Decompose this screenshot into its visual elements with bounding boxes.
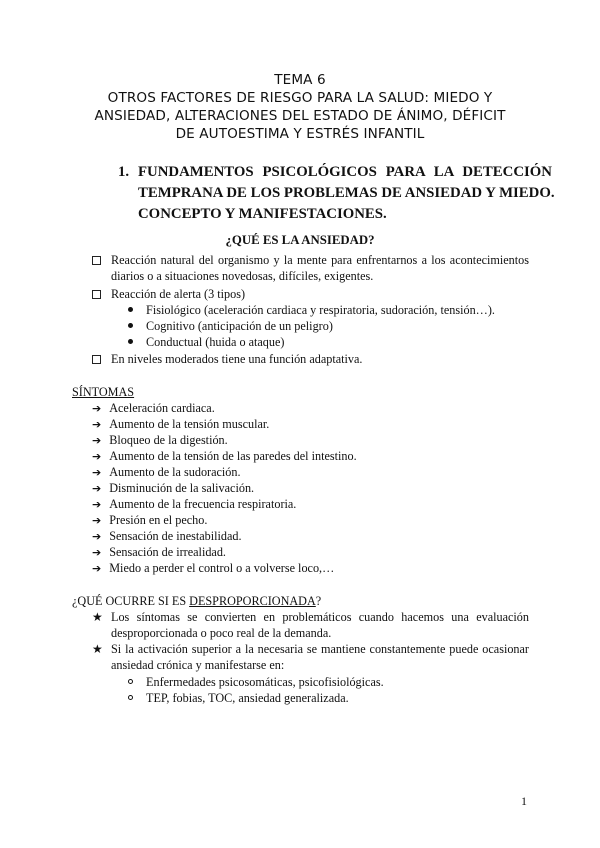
section-heading-line-3: CONCEPTO Y MANIFESTACIONES.	[138, 206, 387, 222]
item-3-text: En niveles moderados tiene una función adaptativa.	[111, 352, 363, 366]
star-bullet-1	[92, 609, 103, 625]
symptom-text: Presión en el pecho.	[109, 513, 208, 527]
arrow-right-icon: ➔	[92, 466, 102, 479]
star-2-line-1: Si la activación superior a la necesaria se mantiene constantemente puede ocasionar	[111, 642, 529, 656]
bullet-dot-icon	[128, 339, 133, 344]
arrow-right-icon: ➔	[92, 434, 102, 447]
heading-prefix: ¿QUÉ OCURRE SI ES	[72, 594, 190, 608]
sintomas-heading: SÍNTOMAS	[72, 385, 135, 399]
hollow-bullet-icon	[128, 679, 133, 684]
symptom-item	[92, 544, 226, 561]
symptom-text: Miedo a perder el control o a volverse loco,…	[109, 561, 335, 575]
symptom-item	[92, 528, 242, 545]
checkbox-icon	[92, 355, 101, 364]
ansiedad-question: ¿QUÉ ES LA ANSIEDAD?	[225, 233, 375, 247]
tema-label: TEMA 6	[274, 72, 326, 88]
checkbox-item-2	[92, 286, 101, 302]
item-1-line-1: Reacción natural del organismo y la mente para enfrentarnos a los acontecimientos	[111, 253, 529, 267]
desproporcionada-heading	[72, 593, 321, 609]
item-1-line-2: diarios o a situaciones novedosas, difíciles, exigentes.	[111, 269, 374, 283]
subitem-text: Cognitivo (anticipación de un peligro)	[146, 319, 333, 333]
symptom-item	[92, 448, 357, 465]
arrow-right-icon: ➔	[92, 562, 102, 575]
arrow-right-icon: ➔	[92, 530, 102, 543]
arrow-right-icon: ➔	[92, 482, 102, 495]
arrow-right-icon: ➔	[92, 514, 102, 527]
page-number: 1	[521, 794, 527, 808]
arrow-right-icon: ➔	[92, 418, 102, 431]
symptom-text: Aumento de la frecuencia respiratoria.	[109, 497, 297, 511]
bullet-dot-icon	[128, 307, 133, 312]
star-subitem-1	[128, 674, 384, 690]
subitem-1	[128, 302, 495, 318]
subitem-2	[128, 318, 333, 334]
title-line-1: OTROS FACTORES DE RIESGO PARA LA SALUD: MIEDO Y	[107, 90, 493, 106]
subitem-text: Conductual (huida o ataque)	[146, 335, 285, 349]
star-subitem-2	[128, 690, 349, 706]
star-1-line-2: desproporcionada o poco real de la demanda.	[111, 626, 332, 640]
symptom-text: Sensación de inestabilidad.	[109, 529, 242, 543]
star-1-line-1: Los síntomas se convierten en problemáticos cuando hacemos una evaluación	[111, 610, 529, 624]
symptom-item	[92, 432, 228, 449]
arrow-right-icon: ➔	[92, 546, 102, 559]
symptom-item	[92, 400, 215, 417]
symptom-item	[92, 560, 334, 577]
star-subitem-text: TEP, fobias, TOC, ansiedad generalizada.	[146, 691, 349, 705]
checkbox-icon	[92, 256, 101, 265]
symptom-text: Aumento de la sudoración.	[109, 465, 241, 479]
arrow-right-icon: ➔	[92, 402, 102, 415]
checkbox-icon	[92, 290, 101, 299]
star-icon: ★	[92, 642, 103, 656]
symptom-text: Bloqueo de la digestión.	[109, 433, 228, 447]
title-line-3: DE AUTOESTIMA Y ESTRÉS INFANTIL	[175, 126, 425, 142]
heading-underlined: DESPROPORCIONADA	[189, 594, 316, 608]
item-2-text: Reacción de alerta (3 tipos)	[111, 287, 246, 301]
symptom-text: Aumento de la tensión de las paredes del intestino.	[109, 449, 357, 463]
document-title	[60, 71, 540, 143]
arrow-right-icon: ➔	[92, 498, 102, 511]
heading-suffix: ?	[315, 594, 322, 608]
section-heading-line-1: FUNDAMENTOS PSICOLÓGICOS PARA LA DETECCIÓN	[138, 164, 552, 180]
symptom-item	[92, 480, 254, 497]
symptom-text: Aumento de la tensión muscular.	[109, 417, 270, 431]
star-subitem-text: Enfermedades psicosomáticas, psicofisiológicas.	[146, 675, 384, 689]
symptom-item	[92, 512, 207, 529]
symptom-item	[92, 464, 241, 481]
symptom-text: Disminución de la salivación.	[109, 481, 255, 495]
title-line-2: ANSIEDAD, ALTERACIONES DEL ESTADO DE ÁNIMO, DÉFICIT	[94, 108, 506, 124]
subitem-text: Fisiológico (aceleración cardiaca y respiratoria, sudoración, tensión…).	[146, 303, 495, 317]
star-icon: ★	[92, 610, 103, 624]
checkbox-item-3	[92, 351, 101, 367]
star-bullet-2	[92, 641, 103, 657]
section-number: 1.	[118, 164, 130, 180]
section-heading-line-2: TEMPRANA DE LOS PROBLEMAS DE ANSIEDAD Y MIEDO.	[138, 185, 555, 201]
star-2-line-2: ansiedad crónica y manifestarse en:	[111, 658, 285, 672]
symptom-text: Aceleración cardiaca.	[109, 401, 215, 415]
checkbox-item-1	[92, 252, 101, 268]
hollow-bullet-icon	[128, 695, 133, 700]
symptom-item	[92, 496, 296, 513]
arrow-right-icon: ➔	[92, 450, 102, 463]
subitem-3	[128, 334, 284, 350]
symptom-item	[92, 416, 269, 433]
bullet-dot-icon	[128, 323, 133, 328]
symptom-text: Sensación de irrealidad.	[109, 545, 226, 559]
